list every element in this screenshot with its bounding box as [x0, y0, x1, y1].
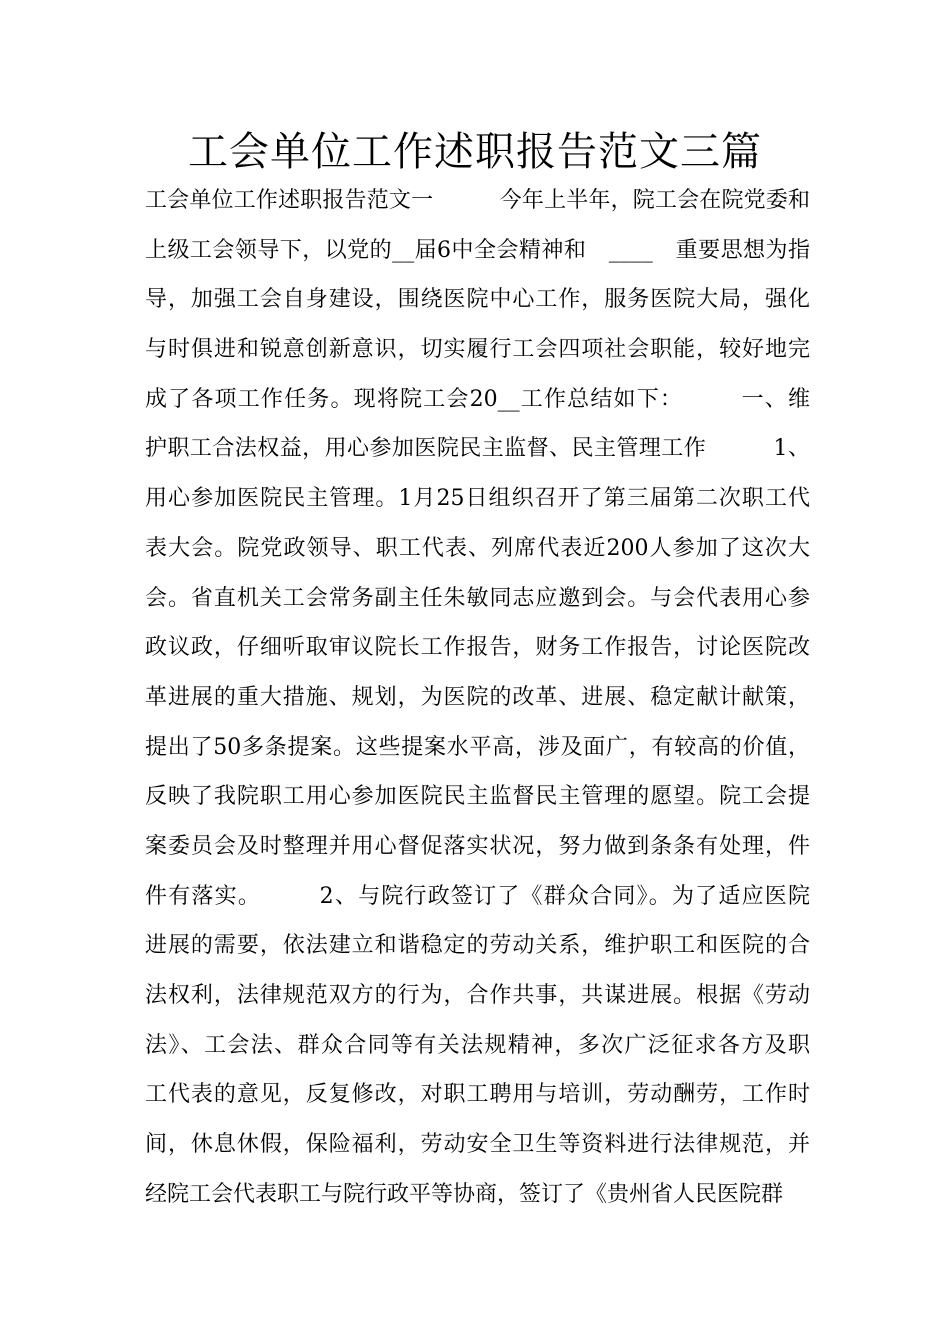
body-line: 经院工会代表职工与院行政平等协商，签订了《贵州省人民医院群 [145, 1181, 784, 1207]
body-line: 护职工合法权益，用心参加医院民主监督、民主管理工作 1、 [145, 436, 810, 462]
body-line: 件有落实。 2、与院行政签订了《群众合同》。为了适应医院 [145, 883, 810, 909]
document-title: 工会单位工作述职报告范文三篇 [188, 129, 762, 175]
body-line: 工会单位工作述职报告范文一 今年上半年，院工会在院党委和 [145, 188, 810, 213]
body-line: 法权利，法律规范双方的行为，合作共事，共谋进展。根据《劳动 [145, 983, 810, 1008]
body-line: 进展的需要，依法建立和谐稳定的劳动关系，维护职工和医院的合 [145, 933, 810, 959]
body-line: 会。省直机关工会常务副主任朱敏同志应邀到会。与会代表用心参 [145, 585, 810, 611]
body-line: 工代表的意见，反复修改，对职工聘用与培训，劳动酬劳，工作时 [145, 1082, 810, 1108]
document-body [145, 176, 810, 1219]
body-line: 革进展的重大措施、规划，为医院的改革、进展、稳定献计献策， [145, 684, 810, 710]
body-line: 政议政，仔细听取审议院长工作报告，财务工作报告，讨论医院改 [145, 635, 810, 661]
body-line: 案委员会及时整理并用心督促落实状况，努力做到条条有处理，件 [145, 833, 810, 859]
body-line: 表大会。院党政领导、职工代表、列席代表近200人参加了这次大 [145, 535, 810, 561]
body-line: 法》、工会法、群众合同等有关法规精神，多次广泛征求各方及职 [145, 1032, 810, 1058]
body-line: 用心参加医院民主管理。1月25日组织召开了第三届第二次职工代 [145, 486, 810, 512]
body-line: 导，加强工会自身建设，围绕医院中心工作，服务医院大局，强化 [145, 287, 810, 313]
body-line: 提出了50多条提案。这些提案水平高，涉及面广，有较高的价值， [145, 734, 810, 760]
body-line: 成了各项工作任务。现将院工会20__工作总结如下： 一、维 [145, 386, 810, 412]
body-line: 与时俱进和锐意创新意识，切实履行工会四项社会职能，较好地完 [145, 337, 810, 363]
body-line: 反映了我院职工用心参加医院民主监督民主管理的愿望。院工会提 [145, 784, 810, 810]
body-line: 上级工会领导下，以党的__届6中全会精神和 ____ 重要思想为指 [145, 237, 810, 263]
body-line: 间，休息休假，保险福利，劳动安全卫生等资料进行法律规范，并 [145, 1132, 810, 1158]
